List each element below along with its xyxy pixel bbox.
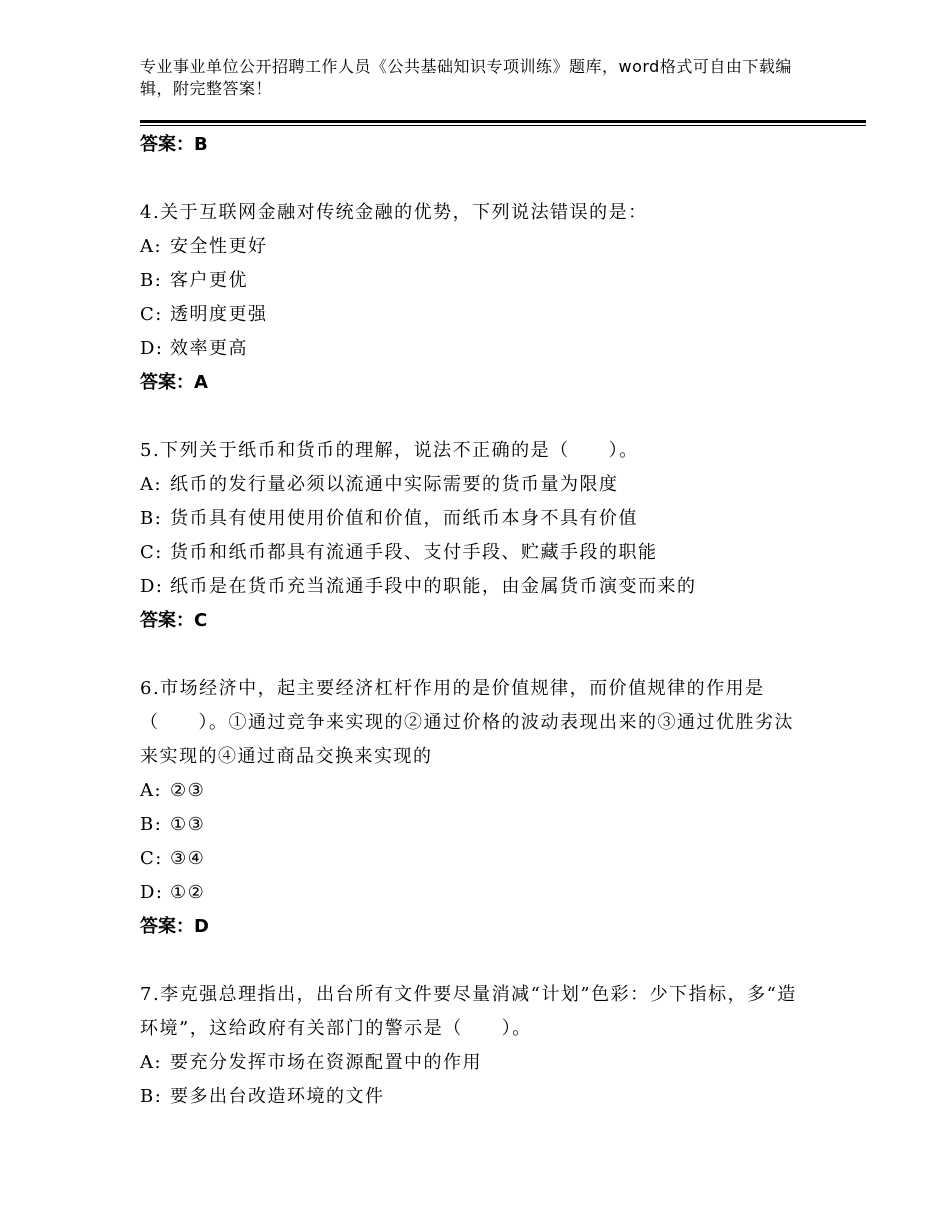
answer-line: 答案：A — [140, 372, 208, 393]
option-text: 货币和纸币都具有流通手段、支付手段、贮藏手段的职能 — [170, 542, 658, 563]
option-text: 要多出台改造环境的文件 — [170, 1086, 385, 1107]
option-letter: C: — [140, 542, 163, 563]
option-letter: B: — [140, 508, 163, 529]
question-6 — [140, 672, 800, 944]
question-stem: 5.下列关于纸币和货币的理解，说法不正确的是（ ）。 — [140, 440, 639, 461]
option-letter: B: — [140, 814, 163, 835]
option-b — [140, 502, 800, 536]
option-text: 要充分发挥市场在资源配置中的作用 — [170, 1052, 482, 1073]
option-letter: D: — [140, 576, 164, 597]
option-letter: A: — [140, 474, 163, 495]
option-a — [140, 230, 800, 264]
option-text: 效率更高 — [170, 338, 248, 359]
option-a — [140, 774, 800, 808]
option-text: 货币具有使用使用价值和价值，而纸币本身不具有价值 — [170, 508, 638, 529]
option-b — [140, 1080, 800, 1114]
question-list — [140, 128, 800, 1114]
question-stem: 4.关于互联网金融对传统金融的优势，下列说法错误的是： — [140, 202, 648, 223]
option-text: 客户更优 — [170, 270, 248, 291]
option-text: ①② — [170, 882, 206, 903]
option-letter: B: — [140, 1086, 163, 1107]
option-text: ②③ — [170, 780, 206, 801]
question-4 — [140, 196, 800, 400]
option-letter: D: — [140, 882, 164, 903]
option-letter: A: — [140, 780, 163, 801]
option-text: ③④ — [170, 848, 206, 869]
option-letter: C: — [140, 848, 163, 869]
option-text: 安全性更好 — [170, 236, 268, 257]
option-d — [140, 876, 800, 910]
option-letter: C: — [140, 304, 163, 325]
option-text: 纸币的发行量必须以流通中实际需要的货币量为限度 — [170, 474, 619, 495]
option-b — [140, 808, 800, 842]
option-letter: D: — [140, 338, 164, 359]
option-letter: A: — [140, 1052, 163, 1073]
previous-answer: 答案：B — [140, 134, 208, 155]
option-letter: B: — [140, 270, 163, 291]
header-rule-thin — [140, 125, 866, 126]
option-a — [140, 468, 800, 502]
question-stem: 6.市场经济中，起主要经济杠杆作用的是价值规律，而价值规律的作用是（ ）。①通过竞争来实现的②通过价格的波动表现出来的③通过优胜劣汰来实现的④通过商品交换来实现的 — [140, 678, 794, 767]
question-5 — [140, 434, 800, 638]
option-c — [140, 842, 800, 876]
question-7 — [140, 978, 800, 1114]
option-d — [140, 332, 800, 366]
option-c — [140, 298, 800, 332]
option-b — [140, 264, 800, 298]
option-text: 纸币是在货币充当流通手段中的职能，由金属货币演变而来的 — [170, 576, 697, 597]
option-text: 透明度更强 — [170, 304, 268, 325]
answer-line: 答案：C — [140, 610, 208, 631]
header-rule-thick — [140, 120, 866, 123]
document-header: 专业事业单位公开招聘工作人员《公共基础知识专项训练》题库，word格式可自由下载编辑，附完整答案！ — [140, 57, 792, 98]
option-a — [140, 1046, 800, 1080]
option-letter: A: — [140, 236, 163, 257]
answer-line: 答案：D — [140, 916, 209, 937]
question-stem: 7.李克强总理指出，出台所有文件要尽量消减“计划”色彩：少下指标，多“造环境”，这给政府有关部门的警示是（ ）。 — [140, 984, 797, 1039]
option-text: ①③ — [170, 814, 206, 835]
option-c — [140, 536, 800, 570]
option-d — [140, 570, 800, 604]
